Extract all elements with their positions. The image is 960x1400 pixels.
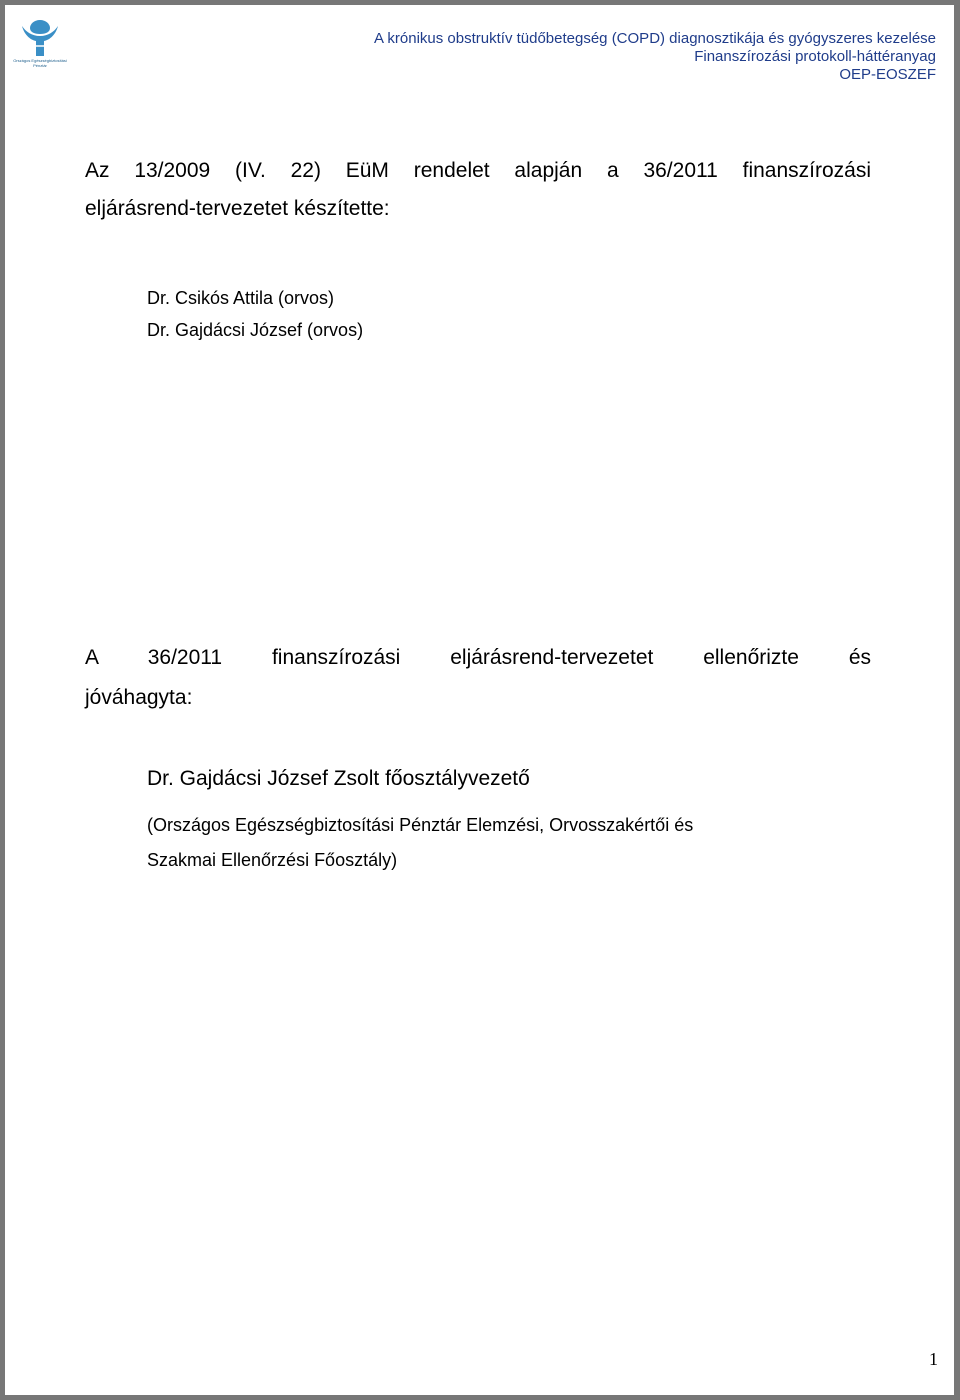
authors-intro-line2: eljárásrend-tervezetet készítette: xyxy=(85,197,390,220)
oep-logo xyxy=(8,18,72,76)
document-header xyxy=(374,30,936,84)
header-org: OEP-EOSZEF xyxy=(839,66,936,83)
authors-intro-line1: Az 13/2009 (IV. 22) EüM rendelet alapján a 36/2011 finanszírozási xyxy=(85,159,871,182)
logo-caption xyxy=(8,58,72,68)
approval-intro-line2: jóváhagyta: xyxy=(85,686,193,709)
logo-caption-line2: Pénztár xyxy=(33,63,47,68)
header-subtitle: Finanszírozási protokoll-háttéranyag xyxy=(694,48,936,65)
department-line2: Szakmai Ellenőrzési Főosztály) xyxy=(147,850,398,870)
approval-intro-line1: A 36/2011 finanszírozási eljárásrend-tervezetet ellenőrizte és xyxy=(85,646,871,669)
approver-name: Dr. Gajdácsi József Zsolt főosztályvezető xyxy=(147,767,530,790)
department-line1: (Országos Egészségbiztosítási Pénztár Elemzési, Orvosszakértői és xyxy=(147,815,694,835)
authors-intro-paragraph xyxy=(85,152,871,228)
authors-list xyxy=(147,282,363,346)
logo-caption-line1: Országos Egészségbiztosítási xyxy=(13,58,67,63)
header-title: A krónikus obstruktív tüdőbetegség (COPD) diagnosztikája és gyógyszeres kezelése xyxy=(374,30,936,47)
approval-intro-paragraph xyxy=(85,638,871,718)
oep-logo-icon xyxy=(8,18,72,58)
page-number: 1 xyxy=(929,1349,938,1369)
approver-department xyxy=(147,808,847,878)
author-name: Dr. Gajdácsi József (orvos) xyxy=(147,320,364,340)
author-name: Dr. Csikós Attila (orvos) xyxy=(147,288,335,308)
